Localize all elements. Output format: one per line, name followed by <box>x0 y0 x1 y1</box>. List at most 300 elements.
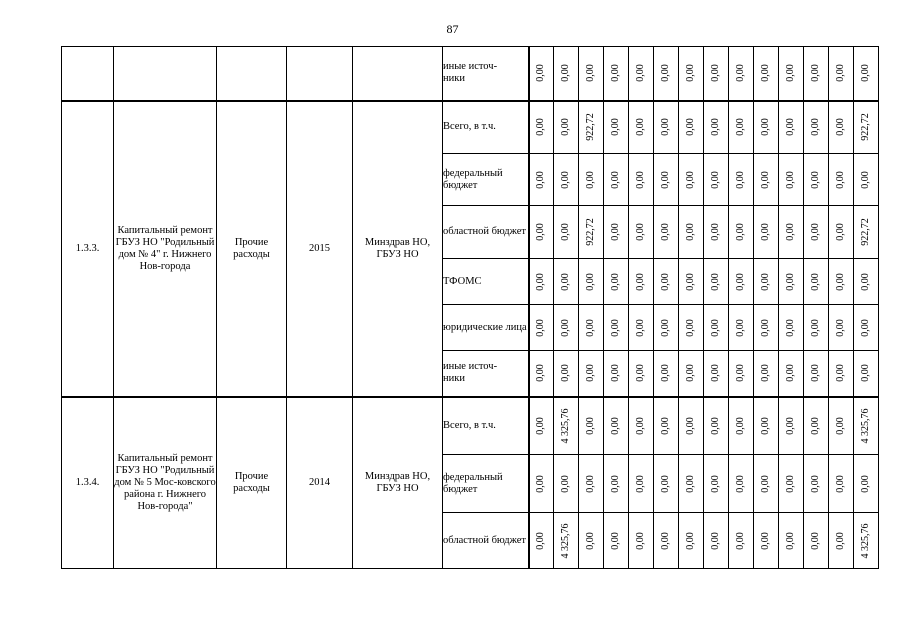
value-text: 0,00 <box>610 272 621 291</box>
value-text: 0,00 <box>785 272 796 291</box>
source-text: ники <box>443 373 465 385</box>
value-text: 0,00 <box>835 64 846 82</box>
value-cell <box>729 305 754 351</box>
value-text: 4 325,76 <box>860 523 871 558</box>
value-cell <box>579 206 604 259</box>
value-text: 0,00 <box>735 223 746 241</box>
value-text: 0,00 <box>860 272 871 291</box>
value-text: 0,00 <box>835 474 846 493</box>
source-cell <box>443 455 529 513</box>
value-cell <box>804 47 829 101</box>
table-row <box>62 47 879 101</box>
value-cell <box>604 101 629 154</box>
empty-cell <box>353 47 443 101</box>
value-text: 0,00 <box>785 417 796 435</box>
value-cell <box>754 397 779 455</box>
value-text: 0,00 <box>860 170 871 189</box>
value-text: 0,00 <box>710 118 721 136</box>
value-cell <box>629 513 654 569</box>
budget-table-body <box>62 47 879 569</box>
value-cell <box>854 101 879 154</box>
value-cell <box>629 47 654 101</box>
value-text: 0,00 <box>685 364 696 382</box>
value-cell <box>679 455 704 513</box>
value-cell <box>529 101 554 154</box>
value-cell <box>529 154 554 206</box>
value-cell <box>679 305 704 351</box>
value-text: 0,00 <box>660 170 671 189</box>
value-text: 0,00 <box>810 364 821 382</box>
value-cell <box>529 397 554 455</box>
value-cell <box>554 351 579 397</box>
table-row <box>62 101 879 154</box>
value-cell <box>679 206 704 259</box>
value-cell <box>779 101 804 154</box>
value-text: 0,00 <box>560 272 571 291</box>
value-cell <box>754 305 779 351</box>
value-text: 0,00 <box>535 223 547 241</box>
value-cell <box>729 513 754 569</box>
value-cell <box>604 397 629 455</box>
value-text: 0,00 <box>635 118 646 136</box>
value-text: 0,00 <box>585 417 596 435</box>
value-text: 0,00 <box>535 170 547 189</box>
value-cell <box>779 206 804 259</box>
value-text: 0,00 <box>635 64 646 82</box>
value-cell <box>779 305 804 351</box>
value-cell <box>829 397 854 455</box>
value-cell <box>804 351 829 397</box>
source-cell <box>443 305 529 351</box>
value-cell <box>854 305 879 351</box>
value-cell <box>679 513 704 569</box>
source-cell <box>443 351 529 397</box>
value-cell <box>629 397 654 455</box>
value-text: 0,00 <box>685 272 696 291</box>
value-cell <box>804 206 829 259</box>
value-text: 0,00 <box>760 318 771 337</box>
value-text: 0,00 <box>760 417 771 435</box>
value-text: 0,00 <box>835 364 846 382</box>
value-cell <box>804 154 829 206</box>
value-cell <box>554 101 579 154</box>
value-cell <box>704 259 729 305</box>
value-text: 0,00 <box>560 170 571 189</box>
value-text: 0,00 <box>635 318 646 337</box>
value-text: 0,00 <box>610 223 621 241</box>
value-cell <box>829 455 854 513</box>
value-cell <box>704 397 729 455</box>
value-text: 4 325,76 <box>860 408 871 444</box>
empty-cell <box>217 47 287 101</box>
value-text: 0,00 <box>610 531 621 550</box>
value-text: 0,00 <box>735 170 746 189</box>
value-text: 0,00 <box>560 318 571 337</box>
value-text: 0,00 <box>785 531 796 550</box>
value-cell <box>654 259 679 305</box>
value-text: 0,00 <box>860 364 871 382</box>
value-cell <box>779 259 804 305</box>
value-text: 0,00 <box>735 318 746 337</box>
source-text: ТФОМС <box>443 275 482 287</box>
value-cell <box>529 259 554 305</box>
value-text: 0,00 <box>710 364 721 382</box>
value-cell <box>854 513 879 569</box>
value-cell <box>654 455 679 513</box>
value-text: 0,00 <box>810 64 821 82</box>
value-text: 0,00 <box>760 223 771 241</box>
value-text: 0,00 <box>585 272 596 291</box>
value-text: 0,00 <box>735 272 746 291</box>
budget-table <box>61 46 879 569</box>
value-text: 0,00 <box>635 223 646 241</box>
value-text: 0,00 <box>585 318 596 337</box>
value-cell <box>804 305 829 351</box>
value-cell <box>604 206 629 259</box>
value-cell <box>704 206 729 259</box>
value-text: 0,00 <box>610 170 621 189</box>
source-cell <box>443 154 529 206</box>
value-text: 0,00 <box>610 364 621 382</box>
value-cell <box>829 305 854 351</box>
row-number: 1.3.3. <box>62 101 114 397</box>
value-cell <box>679 351 704 397</box>
value-text: 0,00 <box>760 272 771 291</box>
value-text: 922,72 <box>585 113 596 141</box>
source-cell <box>443 206 529 259</box>
value-cell <box>604 154 629 206</box>
value-text: 0,00 <box>560 474 571 493</box>
value-cell <box>579 397 604 455</box>
value-text: 0,00 <box>785 170 796 189</box>
value-cell <box>654 47 679 101</box>
value-cell <box>729 259 754 305</box>
source-text: иные источ- <box>443 361 498 373</box>
value-cell <box>654 397 679 455</box>
value-cell <box>754 513 779 569</box>
value-text: 0,00 <box>735 64 746 82</box>
value-text: 0,00 <box>785 223 796 241</box>
measure-name: Капитальный ремонт ГБУЗ НО "Родильный дом № 5 Мос-ковского района г. Нижнего Нов-города" <box>114 397 217 569</box>
value-cell <box>779 397 804 455</box>
value-text: 0,00 <box>710 417 721 435</box>
value-cell <box>529 305 554 351</box>
value-text: 0,00 <box>835 417 846 435</box>
value-cell <box>804 259 829 305</box>
value-text: 0,00 <box>560 223 571 241</box>
empty-cell <box>62 47 114 101</box>
table-row <box>62 397 879 455</box>
value-cell <box>729 397 754 455</box>
value-text: 0,00 <box>685 417 696 435</box>
value-text: 0,00 <box>635 272 646 291</box>
value-cell <box>629 455 654 513</box>
value-cell <box>654 351 679 397</box>
value-cell <box>729 154 754 206</box>
value-cell <box>704 154 729 206</box>
value-text: 0,00 <box>585 364 596 382</box>
value-text: 0,00 <box>660 364 671 382</box>
value-text: 0,00 <box>585 170 596 189</box>
value-cell <box>629 305 654 351</box>
value-text: 0,00 <box>760 364 771 382</box>
source-cell <box>443 513 529 569</box>
value-text: 0,00 <box>635 531 646 550</box>
value-cell <box>829 154 854 206</box>
value-text: 0,00 <box>710 531 721 550</box>
source-cell <box>443 259 529 305</box>
value-text: 0,00 <box>660 272 671 291</box>
value-cell <box>579 101 604 154</box>
value-cell <box>854 397 879 455</box>
value-text: 0,00 <box>760 531 771 550</box>
value-text: 0,00 <box>685 318 696 337</box>
value-text: 0,00 <box>810 531 821 550</box>
value-cell <box>604 513 629 569</box>
value-cell <box>754 47 779 101</box>
value-text: 0,00 <box>535 118 547 136</box>
value-text: 0,00 <box>760 170 771 189</box>
value-text: 0,00 <box>785 474 796 493</box>
value-cell <box>779 351 804 397</box>
value-text: 922,72 <box>585 218 596 246</box>
value-cell <box>704 351 729 397</box>
value-text: 0,00 <box>860 474 871 493</box>
value-text: 0,00 <box>710 64 721 82</box>
value-text: 0,00 <box>710 170 721 189</box>
value-cell <box>729 351 754 397</box>
value-text: 0,00 <box>660 318 671 337</box>
value-cell <box>579 351 604 397</box>
value-cell <box>829 101 854 154</box>
value-text: 0,00 <box>685 170 696 189</box>
value-text: 0,00 <box>610 64 621 82</box>
value-text: 0,00 <box>835 272 846 291</box>
value-cell <box>529 351 554 397</box>
value-text: 0,00 <box>860 318 871 337</box>
value-text: 0,00 <box>735 364 746 382</box>
expense-type: Прочие расходы <box>217 101 287 397</box>
value-cell <box>854 154 879 206</box>
value-cell <box>629 154 654 206</box>
source-text: федеральный бюджет <box>443 471 503 495</box>
executor: Минздрав НО, ГБУЗ НО <box>353 101 443 397</box>
value-text: 0,00 <box>660 474 671 493</box>
value-text: 0,00 <box>685 531 696 550</box>
value-cell <box>554 259 579 305</box>
value-cell <box>529 455 554 513</box>
value-cell <box>654 154 679 206</box>
value-text: 0,00 <box>635 417 646 435</box>
value-cell <box>629 206 654 259</box>
source-cell <box>443 47 529 101</box>
value-cell <box>529 47 554 101</box>
value-text: 0,00 <box>835 223 846 241</box>
value-cell <box>604 455 629 513</box>
value-text: 0,00 <box>760 64 771 82</box>
value-text: 0,00 <box>585 64 596 82</box>
source-text: федеральный бюджет <box>443 167 503 191</box>
value-cell <box>804 397 829 455</box>
value-cell <box>604 259 629 305</box>
value-cell <box>554 397 579 455</box>
year: 2015 <box>287 101 353 397</box>
value-cell <box>554 455 579 513</box>
value-text: 0,00 <box>835 318 846 337</box>
value-text: 0,00 <box>685 223 696 241</box>
value-cell <box>554 206 579 259</box>
value-cell <box>579 259 604 305</box>
value-cell <box>554 305 579 351</box>
source-text: Всего, в т.ч. <box>443 419 496 431</box>
value-cell <box>554 513 579 569</box>
value-cell <box>729 47 754 101</box>
value-cell <box>704 455 729 513</box>
value-cell <box>829 206 854 259</box>
value-cell <box>729 101 754 154</box>
value-cell <box>629 101 654 154</box>
value-text: 0,00 <box>835 170 846 189</box>
value-text: 0,00 <box>635 364 646 382</box>
value-text: 0,00 <box>660 223 671 241</box>
value-text: 0,00 <box>735 531 746 550</box>
value-cell <box>804 455 829 513</box>
value-text: 4 325,76 <box>560 523 571 558</box>
value-text: 0,00 <box>535 364 547 382</box>
value-cell <box>579 47 604 101</box>
value-cell <box>829 47 854 101</box>
value-cell <box>829 259 854 305</box>
value-text: 0,00 <box>660 417 671 435</box>
value-cell <box>754 259 779 305</box>
value-text: 0,00 <box>560 118 571 136</box>
row-number: 1.3.4. <box>62 397 114 569</box>
value-text: 0,00 <box>710 272 721 291</box>
value-text: 0,00 <box>710 318 721 337</box>
value-text: 4 325,76 <box>560 408 571 444</box>
value-cell <box>804 101 829 154</box>
value-text: 0,00 <box>810 170 821 189</box>
value-cell <box>554 154 579 206</box>
value-text: 0,00 <box>635 474 646 493</box>
value-cell <box>529 513 554 569</box>
value-text: 0,00 <box>710 223 721 241</box>
value-cell <box>654 206 679 259</box>
value-cell <box>604 47 629 101</box>
value-text: 0,00 <box>660 64 671 82</box>
value-text: 0,00 <box>710 474 721 493</box>
value-cell <box>679 47 704 101</box>
value-cell <box>629 259 654 305</box>
value-text: 0,00 <box>785 318 796 337</box>
value-text: 0,00 <box>785 364 796 382</box>
value-text: 0,00 <box>610 474 621 493</box>
value-cell <box>829 351 854 397</box>
value-cell <box>854 206 879 259</box>
value-text: 0,00 <box>810 118 821 136</box>
value-text: 0,00 <box>810 474 821 493</box>
empty-cell <box>287 47 353 101</box>
value-text: 0,00 <box>535 272 547 291</box>
value-cell <box>754 455 779 513</box>
source-text: Всего, в т.ч. <box>443 121 496 133</box>
value-text: 0,00 <box>735 474 746 493</box>
value-cell <box>579 513 604 569</box>
value-text: 0,00 <box>810 223 821 241</box>
value-cell <box>604 305 629 351</box>
value-cell <box>529 206 554 259</box>
page-number: 87 <box>446 22 459 36</box>
value-cell <box>554 47 579 101</box>
value-cell <box>779 154 804 206</box>
value-text: 0,00 <box>760 118 771 136</box>
source-text: областной бюджет <box>443 534 526 546</box>
value-text: 0,00 <box>610 417 621 435</box>
value-cell <box>579 154 604 206</box>
source-text: ники <box>443 73 465 85</box>
value-text: 0,00 <box>685 474 696 493</box>
value-text: 0,00 <box>735 118 746 136</box>
value-text: 0,00 <box>585 531 596 550</box>
value-text: 0,00 <box>735 417 746 435</box>
measure-name: Капитальный ремонт ГБУЗ НО "Родильный дом № 4" г. Нижнего Нов-города <box>114 101 217 397</box>
source-cell <box>443 101 529 154</box>
value-cell <box>754 154 779 206</box>
source-text: иные источ- <box>443 61 498 73</box>
value-cell <box>654 305 679 351</box>
value-text: 0,00 <box>535 417 547 435</box>
value-cell <box>854 455 879 513</box>
value-text: 0,00 <box>685 64 696 82</box>
value-text: 0,00 <box>685 118 696 136</box>
value-text: 922,72 <box>860 113 871 141</box>
expense-type: Прочие расходы <box>217 397 287 569</box>
value-cell <box>854 351 879 397</box>
value-cell <box>754 351 779 397</box>
executor: Минздрав НО, ГБУЗ НО <box>353 397 443 569</box>
empty-cell <box>114 47 217 101</box>
value-cell <box>754 101 779 154</box>
value-text: 0,00 <box>610 118 621 136</box>
value-cell <box>704 305 729 351</box>
value-text: 0,00 <box>560 364 571 382</box>
value-cell <box>679 259 704 305</box>
value-cell <box>679 397 704 455</box>
value-text: 0,00 <box>535 64 547 82</box>
value-text: 0,00 <box>635 170 646 189</box>
value-cell <box>704 47 729 101</box>
value-cell <box>704 101 729 154</box>
value-cell <box>854 47 879 101</box>
value-cell <box>854 259 879 305</box>
value-cell <box>679 154 704 206</box>
value-text: 0,00 <box>810 272 821 291</box>
source-text: областной бюджет <box>443 226 526 237</box>
value-text: 0,00 <box>660 118 671 136</box>
value-text: 0,00 <box>760 474 771 493</box>
value-text: 0,00 <box>585 474 596 493</box>
value-text: 0,00 <box>810 318 821 337</box>
value-cell <box>679 101 704 154</box>
year: 2014 <box>287 397 353 569</box>
value-text: 0,00 <box>810 417 821 435</box>
value-text: 0,00 <box>560 64 571 82</box>
value-cell <box>754 206 779 259</box>
value-cell <box>729 455 754 513</box>
value-cell <box>779 455 804 513</box>
value-text: 0,00 <box>535 531 547 550</box>
value-cell <box>579 305 604 351</box>
